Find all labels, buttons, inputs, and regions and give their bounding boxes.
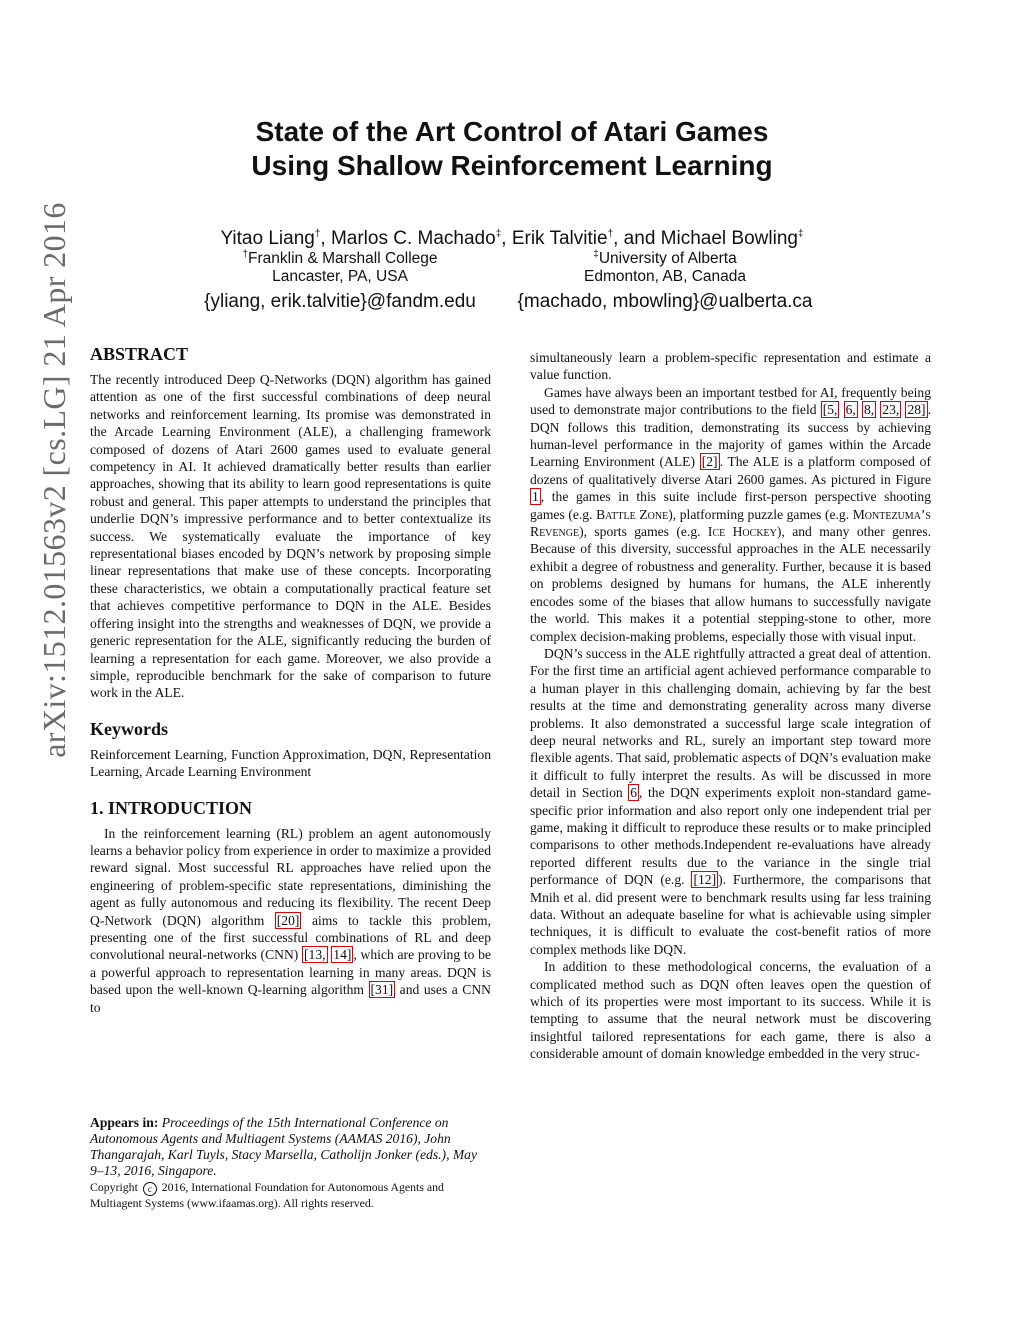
affil-mark: † [314,228,321,240]
affil-mark: † [242,248,249,260]
citation-link[interactable]: [2] [701,454,718,470]
author-machado: , Marlos C. Machado [320,228,496,249]
left-column [90,343,491,1016]
game-name: Montezuma’s Revenge [530,506,931,540]
title-line-2: Using Shallow Reinforcement Learning [251,150,773,181]
author-list [0,228,1024,250]
section-link[interactable]: 6 [630,785,638,801]
intro-paragraph [90,825,491,1016]
body-text: , the DQN experiments exploit non-standard game-specific prior information and also report only one independent trial per game, making it difficult to reproduce these results or to make principled comparisons to other methods.Independent re-evaluations have already reported different results due to the variance in the single trial performance of DQN (e.g. [530,785,931,888]
affil-mark: ‡ [797,228,804,240]
body-text: ), platforming puzzle games (e.g. [668,506,853,522]
author-liang: Yitao Liang [220,228,315,249]
citation-link[interactable]: 6, [845,402,856,418]
venue-text: Proceedings of the 15th International Conference on Autonomous Agents and Multiagent Systems (AAMAS 2016), John Thangarajah, Karl Tuyls, Stacy Marsella, Catholijn Jonker (eds.), May 9–13, 2016, Singapore. [90,1115,478,1178]
game-name: Ice Hockey [707,524,777,540]
body-text: DQN’s success in the ALE rightfully attracted a great deal of attention. For the first time an artificial agent achieved performance comparable to a human player in this challenging domain, achieving by far the best results at the time and demonstrating generality across many diverse problems. It also demonstrated a successful large scale integration of deep neural networks and RL, surely an important step toward more flexible agents. That said, problematic aspects of DQN’s evaluation make it difficult to fully interpret the results. As will be discussed in more detail in Section [530,645,931,801]
appears-in-note [90,1115,491,1211]
game-name: Battle Zone [596,506,669,522]
intro-text: In the reinforcement learning (RL) problem an agent autonomously learns a behavior policy from experience in order to maximize a provided reward signal. Most successful RL approaches have relied upon the engineering of problem-specific state representations, diminishing the agent as fully autonomous and reducing its flexibility. The recent Deep Q-Network (DQN) algorithm [90,825,491,928]
body-text: , the games in this suite include first-person perspective shooting games (e.g. [530,489,931,522]
paragraph-methodology: In addition to these methodological concerns, the evaluation of a complicated method such as DQN often leaves open the question of which of its properties were most important to its success. While it is tempting to assume that the neural network must be discovering insightful tailored representations for each game, there is also a considerable amount of domain knowledge embedded in the very struc- [530,959,931,1062]
citation-link[interactable]: [12] [693,872,717,888]
copyright-text: 2016, International Foundation for Autonomous Agents and Multiagent Systems (www.ifaamas.org). All rights reserved. [90,1180,444,1210]
affiliation-name: Franklin & Marshall College [248,250,438,267]
affiliation-location: Lancaster, PA, USA [272,268,408,285]
body-text: . The ALE is a platform composed of dozens of qualitatively diverse Atari 2600 games. As pictured in Figure [530,454,931,487]
affiliation-ualberta [500,250,830,315]
citation-link[interactable]: 28] [907,402,926,418]
body-text: . DQN follows this tradition, demonstrating its success by achieving human-level performance in the majority of games within the Arcade Learning Environment (ALE) [530,402,931,470]
introduction-heading: 1. INTRODUCTION [90,797,253,818]
citation-link[interactable]: [20] [276,912,300,928]
abstract-heading: ABSTRACT [90,344,189,364]
copyright-text: Copyright [90,1180,138,1194]
affiliation-location: Edmonton, AB, Canada [583,268,746,285]
author-talvitie: , Erik Talvitie [501,228,608,249]
body-text: ), sports games (e.g. [579,524,708,540]
affiliation-name: University of Alberta [598,250,737,267]
right-column [530,349,931,1063]
affil-mark: † [607,228,614,240]
paper-title [0,115,1024,183]
affil-mark: ‡ [495,228,502,240]
affiliation-fandm [160,250,520,315]
title-line-1: State of the Art Control of Atari Games [255,116,769,147]
paragraph-dqn-success [530,645,931,958]
appears-label: Appears in: [90,1115,159,1130]
paragraph-games [530,384,931,645]
figure-link[interactable]: 1 [532,489,539,505]
intro-text: , which are proving to be a powerful approach to representation learning in many areas. DQN is based upon the well-known Q-learning algorithm [90,947,491,998]
citation-link[interactable]: [13, [304,947,326,963]
citation-link[interactable]: [5, [822,402,838,418]
citation-link[interactable]: 8, [863,402,875,418]
citation-link[interactable]: 23, [882,402,900,418]
body-text: Games have always been an important testbed for AI, frequently being used to demonstrate major contributions to the field [530,384,931,418]
author-bowling: , and Michael Bowling [613,228,798,249]
affiliation-email: {machado, mbowling}@ualberta.ca [517,291,813,312]
body-text: ). Furthermore, the comparisons that Mnih et al. did present were to benchmark results using far less training data. Without an adequate baseline for what is achievable using simpler techniques, it is difficult to evaluate the cost-benefit ratios of more complex methods like DQN. [530,872,931,957]
citation-link[interactable]: 14] [333,947,352,963]
copyright-notice [90,1180,491,1211]
paragraph-continued: simultaneously learn a problem-specific representation and estimate a value function. [530,350,931,383]
arxiv-identifier: arXiv:1512.01563v2 [cs.LG] 21 Apr 2016 [35,202,72,758]
abstract-text: The recently introduced Deep Q-Networks (DQN) algorithm has gained attention as one of the first successful combinations of deep neural networks and reinforcement learning. Its promise was demonstrated in the Arcade Learning Environment (ALE), a challenging framework composed of dozens of Atari 2600 games used to evaluate general competency in AI. It achieved dramatically better results than earlier approaches, showing that its ability to learn good representations is quite robust and general. This paper attempts to understand the principles that underlie DQN’s impressive performance and to better contextualize its success. We systematically evaluate the importance of key representational biases encoded by DQN’s network by proposing simple linear representations that make use of these concepts. Incorporating these characteristics, we obtain a computationally practical feature set that achieves competitive performance to DQN in the ALE. Besides offering insight into the strengths and weaknesses of DQN, we provide a generic representation for the ALE, significantly reducing the burden of learning a representation for each game. Moreover, we also provide a simple, reproducible benchmark for the sake of comparison to future work in the ALE. [90,372,491,701]
affil-mark: ‡ [593,248,599,260]
citation-link[interactable]: [31] [370,982,394,998]
affiliation-email: {yliang, erik.talvitie}@fandm.edu [204,291,476,312]
intro-text: and uses a CNN to [90,982,492,1015]
keywords-heading: Keywords [90,718,168,739]
body-text: ), and many other genres. Because of this diversity, successful approaches in the ALE necessarily exhibit a degree of robustness and generality. Further, because it is based on problems designed by humans for humans, the ALE inherently encodes some of the biases that allow humans to successfully navigate the world. This makes it a potential stepping-stone to other, more complex decision-making problems, especially those with visual input. [530,524,932,644]
intro-text: aims to tackle this problem, presenting one of the first successful combinations of RL and deep convolutional neural-networks (CNN) [90,912,491,963]
keywords-text: Reinforcement Learning, Function Approximation, DQN, Representation Learning, Arcade Learning Environment [90,746,491,780]
copyright-icon: c [143,1182,157,1196]
